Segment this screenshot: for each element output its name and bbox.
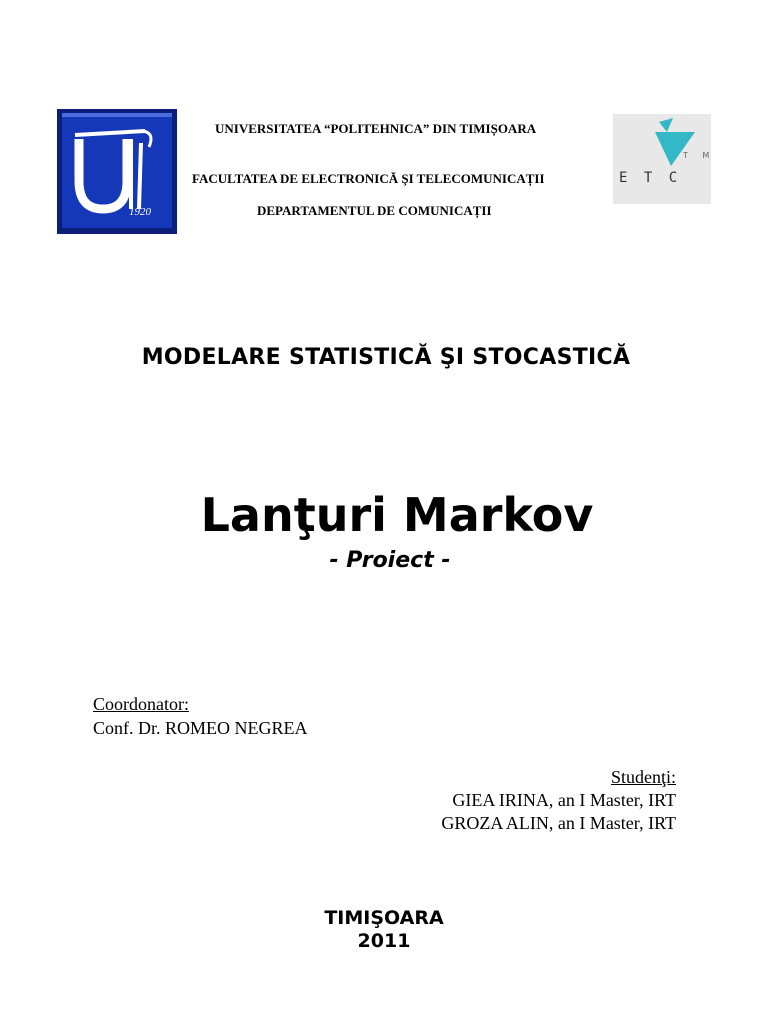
department-name: DEPARTAMENTUL DE COMUNICAȚII [257,203,492,218]
city-year-block [0,907,768,953]
project-title: Lanţuri Markov [200,488,594,542]
students-block [441,766,676,835]
year: 2011 [357,930,411,952]
upt-university-logo [57,109,177,234]
etc-logo-text: E T C [619,170,682,186]
city: TIMIŞOARA [324,907,444,929]
student-entry: GIEA IRINA, an I Master, IRT [452,790,676,810]
university-name: UNIVERSITATEA “POLITEHNICA” DIN TIMIȘOARA [215,121,537,136]
project-subtitle: - Proiect - [329,548,451,573]
faculty-name: FACULTATEA DE ELECTRONICĂ ŞI TELECOMUNICAȚII [192,171,545,186]
etc-logo-mark: T M [683,151,716,160]
coordinator-label: Coordonator: [93,694,189,714]
coordinator-name: Conf. Dr. ROMEO NEGREA [93,718,308,738]
logo-year-text: 1920 [129,206,151,218]
etc-faculty-logo [613,114,716,204]
students-label: Studenţi: [610,767,676,787]
student-entry: GROZA ALIN, an I Master, IRT [441,813,676,833]
course-title: MODELARE STATISTICĂ ŞI STOCASTICĂ [141,345,631,370]
